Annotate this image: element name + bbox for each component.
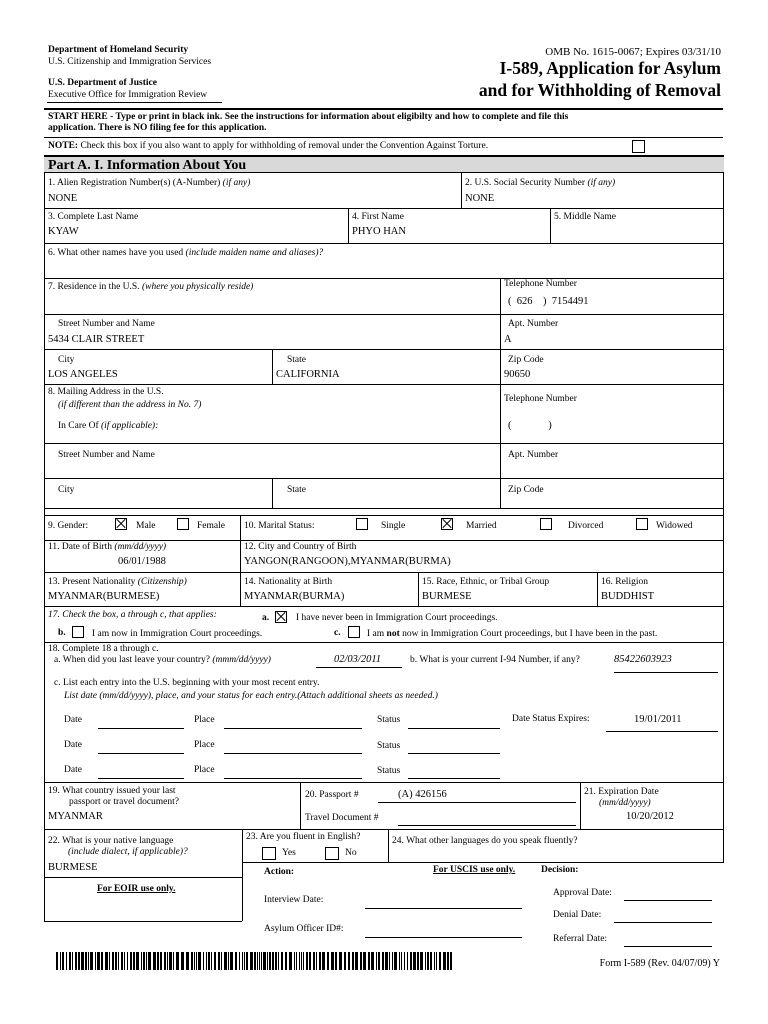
- marital-married-checkbox[interactable]: [441, 518, 453, 530]
- q24-label: 24. What other languages do you speak fluently?: [392, 836, 578, 846]
- entry3-date-label: Date: [64, 765, 82, 775]
- q13-label: 13. Present Nationality (Citizenship): [48, 577, 187, 587]
- first-name-value[interactable]: PHYO HAN: [352, 226, 406, 237]
- english-yes-checkbox[interactable]: [262, 847, 276, 860]
- q17a-text: I have never been in Immigration Court proceedings.: [296, 613, 498, 623]
- no-label: No: [345, 848, 357, 858]
- marital-widowed-checkbox[interactable]: [636, 518, 648, 530]
- approval-date-label: Approval Date:: [553, 888, 612, 898]
- q22-hint: (include dialect, if applicable)?: [68, 847, 188, 857]
- note-body: Check this box if you also want to apply for withholding of removal under the Convention Against Torture.: [78, 141, 489, 151]
- dept2-sub: Executive Office for Immigration Review: [48, 90, 208, 100]
- last-name-value[interactable]: KYAW: [48, 226, 79, 237]
- entry1-date-label: Date: [64, 715, 82, 725]
- dept1: Department of Homeland Security: [48, 45, 189, 55]
- marital-single-checkbox[interactable]: [356, 518, 368, 530]
- q17-label: 17. Check the box, a through c, that applies:: [48, 610, 217, 620]
- q17a-checkbox[interactable]: [275, 611, 287, 623]
- q6-label: 6. What other names have you used (include maiden name and aliases)?: [48, 248, 324, 258]
- entry2-date-label: Date: [64, 740, 82, 750]
- care-of-label: In Care Of (if applicable):: [58, 421, 159, 431]
- note-text: [48, 141, 488, 152]
- q2-value[interactable]: NONE: [465, 193, 495, 204]
- q7-street-value[interactable]: 5434 CLAIR STREET: [48, 334, 145, 345]
- form-title-line1: I-589, Application for Asylum: [499, 58, 721, 78]
- q3-label: 3. Complete Last Name: [48, 212, 139, 222]
- q19-label: 19. What country issued your last: [48, 786, 176, 796]
- passport-country-value[interactable]: MYANMAR: [48, 811, 103, 822]
- q2-label: 2. U.S. Social Security Number (if any): [465, 178, 616, 188]
- omb-number: OMB No. 1615-0067; Expires 03/31/10: [545, 46, 721, 58]
- denial-date-label: Denial Date:: [553, 910, 602, 920]
- decision-label: Decision:: [541, 865, 579, 875]
- q17c-text: I am not now in Immigration Court proceedings, but I have been in the past.: [367, 629, 658, 639]
- start-here-line2: application. There is NO filing fee for this application.: [48, 123, 267, 133]
- dept2: U.S. Department of Justice: [48, 78, 157, 88]
- entry1-status-label: Status: [377, 715, 401, 725]
- q17a-letter: a.: [262, 613, 270, 623]
- expiration-value[interactable]: 10/20/2012: [626, 811, 674, 822]
- q18b-label: b. What is your current I-94 Number, if any?: [410, 655, 580, 665]
- q7-zip-value[interactable]: 90650: [504, 369, 531, 380]
- interview-date-label: Interview Date:: [264, 895, 324, 905]
- q8-city-label: City: [58, 485, 75, 495]
- marital-divorced-checkbox[interactable]: [540, 518, 552, 530]
- q5-label: 5. Middle Name: [554, 212, 617, 222]
- q18-label: 18. Complete 18 a through c.: [48, 644, 159, 654]
- gender-female-checkbox[interactable]: [177, 518, 189, 530]
- q12-label: 12. City and Country of Birth: [244, 542, 357, 552]
- q7-label: 7. Residence in the U.S. (where you physically reside): [48, 282, 254, 292]
- birthplace-value[interactable]: YANGON(RANGOON),MYANMAR(BURMA): [244, 556, 451, 567]
- entry2-status-label: Status: [377, 741, 401, 751]
- q8-hint: (if different than the address in No. 7): [58, 400, 202, 410]
- gender-male-checkbox[interactable]: [115, 518, 127, 530]
- q4-label: 4. First Name: [352, 212, 404, 222]
- expires-value[interactable]: 19/01/2011: [634, 714, 682, 725]
- single-label: Single: [381, 521, 406, 531]
- q8-phone[interactable]: ( ): [508, 420, 552, 431]
- eoir-use-label: For EOIR use only.: [97, 884, 176, 894]
- widowed-label: Widowed: [656, 521, 693, 531]
- q14-label: 14. Nationality at Birth: [244, 577, 333, 587]
- q8-label: 8. Mailing Address in the U.S.: [48, 387, 164, 397]
- q17b-checkbox[interactable]: [72, 626, 84, 638]
- q17c-checkbox[interactable]: [348, 626, 360, 638]
- q22-label: 22. What is your native language: [48, 836, 174, 846]
- q19-label2: passport or travel document?: [69, 797, 180, 807]
- entry1-place-label: Place: [194, 715, 215, 725]
- q20-label: 20. Passport #: [305, 790, 359, 800]
- q8-zip-label: Zip Code: [508, 485, 544, 495]
- q7-state-value[interactable]: CALIFORNIA: [276, 369, 340, 380]
- divorced-label: Divorced: [568, 521, 604, 531]
- note-label: NOTE:: [48, 141, 79, 151]
- entry2-place-label: Place: [194, 740, 215, 750]
- q7-city-value[interactable]: LOS ANGELES: [48, 369, 118, 380]
- travel-doc-label: Travel Document #: [305, 813, 379, 823]
- nationality-value[interactable]: MYANMAR(BURMESE): [48, 591, 160, 602]
- dept1-sub: U.S. Citizenship and Immigration Services: [48, 57, 212, 67]
- q17b-text: I am now in Immigration Court proceedings.: [92, 629, 263, 639]
- q7-city-label: City: [58, 355, 75, 365]
- q7-phone[interactable]: ( 626 ) 7154491: [508, 296, 589, 307]
- q18c-hint: List date (mm/dd/yyyy), place, and your status for each entry.(Attach additional sheets as needed.): [64, 691, 438, 701]
- q9-label: 9. Gender:: [48, 521, 89, 531]
- q7-street-label: Street Number and Name: [58, 319, 155, 329]
- q16-label: 16. Religion: [601, 577, 648, 587]
- q21-label: 21. Expiration Date: [584, 787, 659, 797]
- religion-value[interactable]: BUDDHIST: [601, 591, 655, 602]
- entry3-place-label: Place: [194, 765, 215, 775]
- female-label: Female: [197, 521, 225, 531]
- cat-withholding-checkbox[interactable]: [632, 140, 645, 153]
- officer-id-label: Asylum Officer ID#:: [264, 924, 344, 934]
- form-title-line2: and for Withholding of Removal: [478, 80, 721, 100]
- q8-state-label: State: [287, 485, 306, 495]
- q18a-label: a. When did you last leave your country? (mmm/dd/yyyy): [54, 655, 271, 665]
- uscis-use-label: For USCIS use only.: [433, 865, 516, 875]
- male-label: Male: [136, 521, 156, 531]
- start-here-line1: START HERE - Type or print in black ink. See the instructions for information about eligibilty and how to complete and file this: [48, 112, 569, 122]
- birth-nationality-value[interactable]: MYANMAR(BURMA): [244, 591, 345, 602]
- native-language-value[interactable]: BURMESE: [48, 862, 98, 873]
- q10-label: 10. Marital Status:: [244, 521, 315, 531]
- q7-state-label: State: [287, 355, 306, 365]
- expires-label: Date Status Expires:: [512, 714, 590, 724]
- q11-label: 11. Date of Birth (mm/dd/yyyy): [48, 542, 167, 552]
- dob-value[interactable]: 06/01/1988: [118, 556, 166, 567]
- barcode: [56, 952, 454, 970]
- q8-apt-label: Apt. Number: [508, 450, 559, 460]
- entry3-status-label: Status: [377, 766, 401, 776]
- q7-zip-label: Zip Code: [508, 355, 544, 365]
- q18b-value[interactable]: 85422603923: [614, 654, 672, 665]
- passport-number-value[interactable]: (A) 426156: [398, 789, 447, 800]
- married-label: Married: [466, 521, 497, 531]
- q23-label: 23. Are you fluent in English?: [246, 832, 361, 842]
- q18c-label: c. List each entry into the U.S. beginning with your most recent entry.: [54, 678, 320, 688]
- q15-label: 15. Race, Ethnic, or Tribal Group: [422, 577, 550, 587]
- form-number: Form I-589 (Rev. 04/07/09) Y: [599, 958, 720, 969]
- english-no-checkbox[interactable]: [325, 847, 339, 860]
- q7-apt-label: Apt. Number: [508, 319, 559, 329]
- q18a-value[interactable]: 02/03/2011: [334, 654, 382, 665]
- part-a-title: Part A. I. Information About You: [44, 155, 724, 173]
- q1-label: 1. Alien Registration Number(s) (A-Number) (if any): [48, 178, 251, 188]
- q21-hint: (mm/dd/yyyy): [599, 798, 651, 808]
- q8-street-label: Street Number and Name: [58, 450, 155, 460]
- ethnic-group-value[interactable]: BURMESE: [422, 591, 472, 602]
- q17c-letter: c.: [334, 628, 341, 638]
- q17b-letter: b.: [58, 628, 66, 638]
- q8-tel-label: Telephone Number: [504, 394, 577, 404]
- referral-date-label: Referral Date:: [553, 934, 608, 944]
- action-label: Action:: [264, 867, 295, 877]
- yes-label: Yes: [282, 848, 296, 858]
- q7-apt-value[interactable]: A: [504, 334, 512, 345]
- q1-value[interactable]: NONE: [48, 193, 78, 204]
- q7-tel-label: Telephone Number: [504, 279, 577, 289]
